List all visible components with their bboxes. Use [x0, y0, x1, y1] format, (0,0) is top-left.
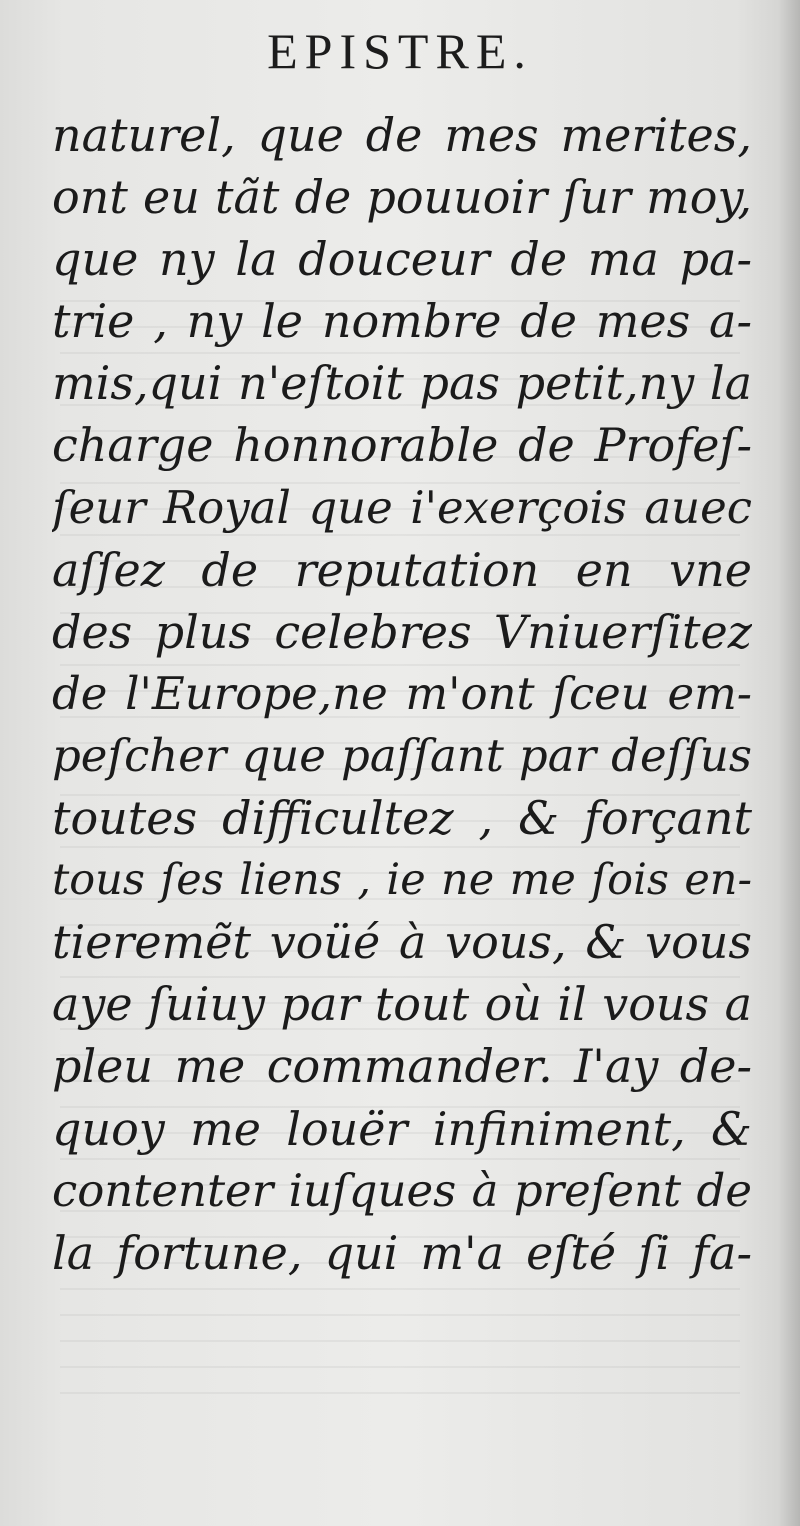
text-line: contenter iuſques à preſent de [52, 1163, 752, 1217]
page-edge-shadow [778, 0, 800, 1526]
running-head: EPISTRE. [267, 23, 533, 79]
text-line: mis,qui n'eſtoit pas petit,ny la [52, 356, 752, 411]
text-line: de l'Europe,ne m'ont ſceu em- [52, 666, 752, 720]
text-line: trie , ny le nombre de mes a- [52, 294, 752, 349]
text-line: des plus celebres Vniuerſitez [52, 604, 752, 659]
text-line: quoy me louër infiniment, & [52, 1101, 752, 1156]
body-text [52, 104, 752, 1284]
text-line: aye ſuiuy par tout où il vous a [52, 977, 752, 1032]
text-line: ſeur Royal que i'exerçois auec [52, 480, 752, 534]
text-line: la fortune, qui m'a eſté ſi fa- [52, 1225, 752, 1280]
text-line: toutes difficultez , & forçant [52, 791, 752, 846]
text-line: pleu me commander. I'ay de- [52, 1039, 752, 1094]
text-line: tous ſes liens , ie ne me ſois en- [52, 855, 752, 906]
text-line: naturel, que de mes merites, [52, 108, 752, 162]
text-line: ont eu tãt de pouuoir ſur moy, [52, 170, 752, 225]
text-line: tieremẽt voüé à vous, & vous [52, 915, 752, 970]
text-line: que ny la douceur de ma pa- [52, 232, 752, 287]
text-line: peſcher que paſſant par deſſus [52, 728, 752, 782]
text-line: aſſez de reputation en vne [52, 542, 752, 597]
text-line: charge honnorable de Profeſ- [52, 418, 752, 473]
